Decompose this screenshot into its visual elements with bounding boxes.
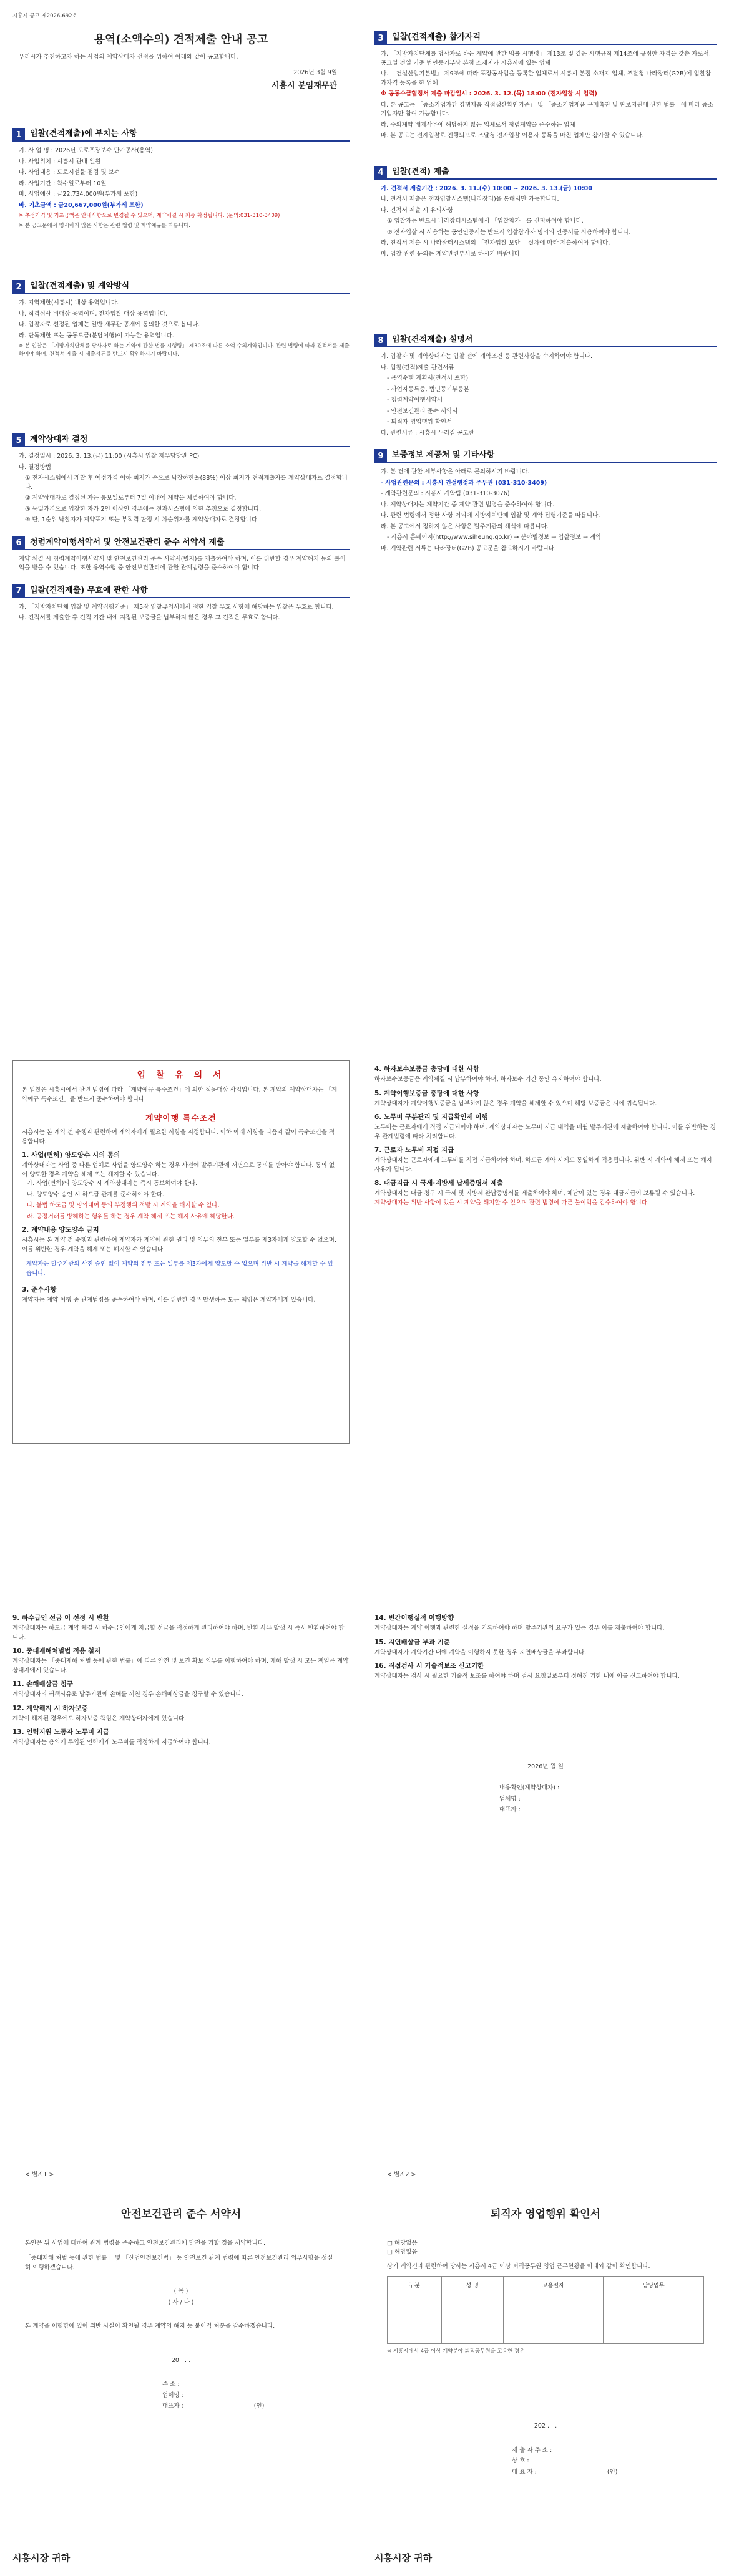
list-item: 나. 입찰(견적)제출 관련서류 xyxy=(381,364,454,371)
section-number: 8 xyxy=(374,334,387,347)
section-5-body xyxy=(12,452,350,525)
table-header-cell: 성 명 xyxy=(441,2277,503,2293)
checkbox-yes[interactable]: □ 해당있음 xyxy=(387,2249,418,2255)
sign-line: 주 소 : xyxy=(162,2381,180,2388)
list-item: 라. 단독제한 또는 공동도급(분담이행)이 가능한 용역입니다. xyxy=(19,332,174,339)
notice-issuer: 시흥시 분임재무관 xyxy=(272,81,337,90)
list-item: ① 전자시스템에서 개찰 후 예정가격 이하 최저가 순으로 낙찰하한율(88%) 이상 최저가 견적제출자를 계약상대자로 결정합니다. xyxy=(25,475,348,491)
table-cell[interactable] xyxy=(604,2310,704,2327)
section-title: 입찰(견적제출) 참가자격 xyxy=(387,31,717,45)
table-cell[interactable] xyxy=(441,2310,503,2327)
note: ※ 본 입찰은 「지방자치단체를 당사자로 하는 계약에 관한 법률 시행령」 제30조에 따른 소액 수의계약입니다. 관련 법령에 따라 견적서를 제출하여야 하며, 견적서 제출 시 제출서류를 반드시 확인하시기 바랍니다. xyxy=(19,343,350,357)
clause-heading: 16. 직접검사 시 기술적보조 신고기한 xyxy=(374,1662,484,1670)
sig-line: ( 목 ) xyxy=(174,2288,188,2295)
sign-line: 대표자 : xyxy=(499,1806,521,1813)
clause-text: 계약상대자가 계약이행보증금을 납부하지 않은 경우 계약을 해제할 수 있으며 해당 보증금은 시에 귀속됩니다. xyxy=(374,1100,657,1107)
list-item: - 시흥시 홈페이지(http://www.siheung.go.kr) → 분야별정보 → 입찰정보 → 계약 xyxy=(387,534,602,541)
page3-left xyxy=(12,1609,350,1959)
list-item: 가. 결정일시 : 2026. 3. 13.(금) 11:00 (시흥시 입찰 재무담당관 PC) xyxy=(19,453,200,460)
section-title: 입찰(견적) 제출 xyxy=(387,166,717,180)
form-footer: 시흥시장 귀하 xyxy=(12,2552,71,2564)
clause-heading: 15. 지연배상금 부과 기준 xyxy=(374,1638,450,1646)
clause-heading: 9. 하수급인 선금 이 선정 시 반환 xyxy=(12,1614,109,1622)
section-number: 2 xyxy=(12,280,25,294)
page2-right xyxy=(374,1060,717,1444)
page3-right xyxy=(374,1609,717,1959)
list-item: 다. 입찰자로 선정된 업체는 일반 재무관 공개에 동의한 것으로 봅니다. xyxy=(19,321,200,328)
sign-label: 대표자 : xyxy=(162,2403,183,2409)
section-9-body xyxy=(374,468,717,553)
section-9-header xyxy=(374,449,717,463)
form-tag: < 별지2 > xyxy=(387,2171,416,2178)
sig-line: ( 사 / 나 ) xyxy=(168,2298,194,2306)
form-footer: 시흥시장 귀하 xyxy=(374,2552,433,2564)
clause-text: 계약상대자는 계약 이행과 관련한 실적을 기록하여야 하며 발주기관의 요구가 있는 경우 이를 제출하여야 합니다. xyxy=(374,1625,665,1632)
clause-text: 계약상대자는 근로자에게 노무비를 직접 지급하여야 하며, 하도급 계약 시에도 동일하게 적용됩니다. 위반 시 계약의 해제 또는 해지 사유가 됩니다. xyxy=(374,1157,712,1173)
list-item: - 사업자등록증, 법인등기부등본 xyxy=(387,385,469,393)
section-3-header xyxy=(374,31,717,45)
sign-line xyxy=(512,2468,717,2477)
list-item: 다. 불법 하도급 및 명의대여 등의 부정행위 적발 시 계약을 해지할 수 있다. xyxy=(27,1202,220,1209)
clause-box: 계약자는 발주기관의 사전 승인 없이 계약의 전부 또는 일부를 제3자에게 양도할 수 없으며 위반 시 계약을 해제할 수 있습니다. xyxy=(22,1257,340,1281)
note: ※ 추정가격 및 기초금액은 안내사항으로 변경될 수 있으며, 계약체결 시 최종 확정됩니다. (문의:031-310-3409) xyxy=(19,213,280,219)
list-item: 나. 사업위치 : 시흥시 관내 일원 xyxy=(19,158,101,165)
form-title: 안전보건관리 준수 서약서 xyxy=(120,2207,242,2220)
page1-left xyxy=(12,6,350,661)
form-date: 202 . . . xyxy=(534,2423,557,2429)
sign-line: 내용확인(계약상대자) : xyxy=(499,1784,560,1791)
section-number: 1 xyxy=(12,128,25,142)
section-number: 3 xyxy=(374,31,387,45)
page4-left xyxy=(12,2164,350,2570)
table-cell[interactable] xyxy=(441,2327,503,2344)
clause-heading: 13. 인력지원 노동자 노무비 지급 xyxy=(12,1728,109,1736)
list-item: ④ 단, 1순위 낙찰자가 계약포기 또는 부적격 판정 시 차순위자를 계약상대자로 결정합니다. xyxy=(25,516,260,523)
clause-text: 계약상대자는 대금 청구 시 국세 및 지방세 완납증명서를 제출하여야 하며, 체납이 있는 경우 대금지급이 보류될 수 있습니다. xyxy=(374,1190,695,1197)
clause-text: 계약상대자는 검사 시 필요한 기술적 보조를 하여야 하며 검사 요청일로부터 정해진 기한 내에 이를 신고하여야 합니다. xyxy=(374,1673,680,1680)
clause-heading: 1. 사업(면허) 양도양수 시의 동의 xyxy=(22,1151,120,1159)
list-item: 나. 양도양수 승인 시 하도급 관계를 준수하여야 한다. xyxy=(27,1191,164,1198)
table-row xyxy=(388,2310,704,2327)
clause-heading: 14. 빈간이행실적 이행방향 xyxy=(374,1614,454,1622)
form-date: 20 . . . xyxy=(171,2356,191,2364)
section-8-body xyxy=(374,352,717,438)
list-item: 라. 수의계약 배제사유에 해당하지 않는 업체로서 청렴계약을 준수하는 업체 xyxy=(381,121,575,128)
list-item: 마. 본 공고는 전자입찰로 진행되므로 조달청 전자입찰 이용자 등록을 마친 업체만 참가할 수 있습니다. xyxy=(381,132,644,139)
section-title: 입찰(견적제출)에 부치는 사항 xyxy=(25,128,350,142)
clause-text: 계약상대자는 「중대재해 처벌 등에 관한 법률」에 따른 안전 및 보건 확보 의무를 이행하여야 하며, 재해 발생 시 모든 책임은 계약상대자에게 있습니다. xyxy=(12,1658,349,1674)
section-title: 계약상대자 결정 xyxy=(25,433,350,447)
table-row xyxy=(388,2327,704,2344)
section-4-header xyxy=(374,166,717,180)
list-item: 가. 입찰자 및 계약상대자는 입찰 전에 계약조건 등 관련사항을 숙지하여야 합니다. xyxy=(381,353,593,360)
section-6-header xyxy=(12,536,350,550)
seal-mark: (인) xyxy=(607,2468,618,2476)
list-item: 나. 적격심사 비대상 용역이며, 전자입찰 대상 용역입니다. xyxy=(19,310,168,317)
list-item: 가. 사 업 명 : 2026년 도로포장보수 단가공사(용역) xyxy=(19,147,153,154)
section-title: 보증정보 제공처 및 기타사항 xyxy=(387,449,717,463)
list-item: 나. 견적서를 제출한 후 견적 기간 내에 지정된 보증금을 납부하지 않은 경우 그 견적은 무효로 합니다. xyxy=(19,614,280,621)
form-note: ※ 시흥시에서 4급 이상 계약분야 퇴직공무원을 고용한 경우 xyxy=(387,2348,525,2355)
clause-heading: 7. 근로자 노무비 직접 지급 xyxy=(374,1146,454,1154)
list-item: - 계약관련문의 : 시흥시 계약팀 (031-310-3076) xyxy=(381,490,510,497)
list-item: 라. 본 공고에서 정하지 않은 사항은 발주기관의 해석에 따릅니다. xyxy=(381,523,549,530)
table-cell[interactable] xyxy=(441,2293,503,2310)
section-7-body xyxy=(12,603,350,623)
list-item: 가. 「지방자치단체 입찰 및 계약집행기준」 제5장 입찰유의서에서 정한 입찰 무효 사항에 해당하는 입찰은 무효로 합니다. xyxy=(19,603,334,611)
sign-label: 대 표 자 : xyxy=(512,2468,537,2476)
checkbox-none[interactable]: □ 해당없음 xyxy=(387,2239,418,2247)
sign-block xyxy=(499,1784,717,1815)
table-cell[interactable] xyxy=(503,2293,604,2310)
section-7-header xyxy=(12,584,350,598)
clause-text: 계약상대자가 계약기간 내에 계약을 이행하지 못한 경우 지연배상금을 부과합니다. xyxy=(374,1649,587,1656)
clause-heading: 12. 계약해지 시 하자보증 xyxy=(12,1704,88,1712)
table-cell[interactable] xyxy=(388,2327,442,2344)
list-item: 가. 본 건에 관한 세부사항은 아래로 문의하시기 바랍니다. xyxy=(381,468,530,475)
list-item: 라. 공정거래를 방해하는 행위를 하는 경우 계약 해제 또는 해지 사유에 해당한다. xyxy=(27,1213,235,1220)
list-item: 라. 사업기간 : 착수일로부터 10일 xyxy=(19,180,107,187)
red-section-title: 입 찰 유 의 서 xyxy=(137,1070,225,1080)
clause-text: 하자보수보증금은 계약체결 시 납부하여야 하며, 하자보수 기간 동안 유지하여야 합니다. xyxy=(374,1076,602,1083)
sign-line: 상 호 : xyxy=(512,2457,529,2464)
clause-text: 노무비는 근로자에게 직접 지급되어야 하며, 계약상대자는 노무비 지급 내역을 매월 발주기관에 제출하여야 합니다. 이를 위반하는 경우 관계법령에 따라 처리합니다. xyxy=(374,1124,716,1140)
sign-line: 업체명 : xyxy=(499,1795,521,1803)
section-title: 청렴계약이행서약서 및 안전보건관리 준수 서약서 제출 xyxy=(25,536,350,550)
list-item: ② 계약상대자로 결정된 자는 통보일로부터 7일 이내에 계약을 체결하여야 합니다. xyxy=(25,495,237,501)
section-title: 입찰(견적제출) 설명서 xyxy=(387,334,717,347)
list-item: ① 입찰자는 반드시 나라장터시스템에서 「입찰참가」를 신청하여야 합니다. xyxy=(387,218,584,225)
clause-text: 계약상대자는 용역에 투입된 인력에게 노무비를 적정하게 지급하여야 합니다. xyxy=(12,1739,211,1746)
list-item: 라. 견적서 제출 시 나라장터시스템의 「전자입찰 보안」 절차에 따라 제출하여야 합니다. xyxy=(381,240,610,246)
list-item: 가. 사업(면허)의 양도양수 시 계약상대자는 즉시 통보하여야 한다. xyxy=(27,1180,198,1187)
table-row xyxy=(388,2293,704,2310)
list-item: ② 전자입찰 시 사용하는 공인인증서는 반드시 입찰참가자 명의의 인증서를 사용하여야 합니다. xyxy=(387,228,631,236)
section-6-body: 계약 체결 시 청렴계약이행서약서 및 안전보건관리 준수 서약서(별지)를 제출하여야 하며, 이를 위반할 경우 계약해지 등의 불이익을 받을 수 있습니다. 또한 용역수행 중 안전보건관리에 관한 관계법령을 준수하여야 합니다. xyxy=(19,555,346,571)
seal-mark: (인) xyxy=(253,2403,265,2409)
clause-heading: 8. 대금지급 시 국세·지방세 납세증명서 제출 xyxy=(374,1179,503,1187)
section-title: 입찰(견적제출) 무효에 관한 사항 xyxy=(25,584,350,598)
section-4-body xyxy=(374,185,717,259)
clause-list xyxy=(22,1179,340,1221)
section-title: 입찰(견적제출) 및 계약방식 xyxy=(25,280,350,294)
sign-date: 2026년 월 일 xyxy=(527,1763,564,1770)
sign-line: 업체명 : xyxy=(162,2391,183,2399)
notice-intro: 우리시가 추진하고자 하는 사업의 계약상대자 선정을 위하여 아래와 같이 공고합니다. xyxy=(19,54,238,61)
clause-text: 계약상대자의 귀책사유로 발주기관에 손해를 끼친 경우 손해배상금을 청구할 수 있습니다. xyxy=(12,1691,243,1698)
clause-text: 계약상대자는 위반 사항이 있을 시 계약을 해지할 수 있으며 관련 법령에 따른 불이익을 감수하여야 합니다. xyxy=(374,1199,649,1206)
list-item: ※ 공동수급협정서 제출 마감일시 : 2026. 3. 12.(목) 18:00 (전자입찰 시 입력) xyxy=(381,90,597,97)
section-number: 6 xyxy=(12,536,25,550)
list-item: 마. 사업예산 : 금22,734,000원(부가세 포함) xyxy=(19,191,138,198)
section-3-body xyxy=(374,50,717,141)
form-body: 상기 계약건과 관련하여 당사는 시흥시 4급 이상 퇴직공무원 영업 근무현황을 아래와 같이 확인합니다. xyxy=(387,2262,650,2270)
table-cell[interactable] xyxy=(604,2293,704,2310)
list-item: - 청렴계약이행서약서 xyxy=(387,397,443,404)
sign-line xyxy=(162,2402,350,2411)
list-item: 마. 입찰 관련 문의는 계약관련부서로 하시기 바랍니다. xyxy=(381,250,522,258)
note: ※ 본 공고문에서 명시하지 않은 사항은 관련 법령 및 계약예규를 따릅니다. xyxy=(19,223,190,229)
list-item: 가. 「지방자치단체를 당사자로 하는 계약에 관한 법률 시행령」 제13조 및 같은 시행규칙 제14조에 규정한 자격을 갖춘 자로서, 공고일 전일 기준 법인등기부상 본점 소재지가 시흥시에 있는 업체 xyxy=(381,51,711,67)
table-header-cell: 고용일자 xyxy=(503,2277,604,2293)
list-item: - 사업관련문의 : 시흥시 건설행정과 주무관 (031-310-3409) xyxy=(381,479,547,487)
list-item: 나. 견적서 제출은 전자입찰시스템(나라장터)을 통해서만 가능합니다. xyxy=(381,196,559,203)
section-number: 9 xyxy=(374,449,387,463)
form-title: 퇴직자 영업행위 확인서 xyxy=(490,2207,601,2220)
clause-text: 계약상대자는 사업 중 다른 업체로 사업을 양도양수 하는 경우 사전에 발주기관에 서면으로 동의를 받아야 합니다. 동의 없이 양도한 경우 계약을 해제 또는 해지할 수 있습니다. xyxy=(22,1162,335,1178)
red-subtitle: 계약이행 특수조건 xyxy=(145,1114,217,1123)
list-item: 나. 결정방법 xyxy=(19,463,51,471)
section-8-header xyxy=(374,334,717,347)
section-1-body xyxy=(12,147,350,230)
notice-number: 시흥시 공고 제2026-692호 xyxy=(12,13,77,19)
table-cell[interactable] xyxy=(503,2327,604,2344)
list-item: ③ 동일가격으로 입찰한 자가 2인 이상인 경우에는 전자시스템에 의한 추첨으로 결정합니다. xyxy=(25,505,262,513)
clause-heading: 3. 준수사항 xyxy=(22,1286,57,1294)
clause-heading: 6. 노무비 구분관리 및 지급확인제 이행 xyxy=(374,1113,488,1121)
table-cell[interactable] xyxy=(388,2293,442,2310)
clause-heading: 10. 중대재해처벌법 적용 철저 xyxy=(12,1647,101,1655)
clause-heading: 4. 하자보수보증금 충당에 대한 사항 xyxy=(374,1065,479,1073)
notice-title: 용역(소액수의) 견적제출 안내 공고 xyxy=(94,33,268,46)
clause-text: 계약이 해지된 경우에도 하자보증 책임은 계약상대자에게 있습니다. xyxy=(12,1715,187,1722)
form-body: 「중대재해 처벌 등에 관한 법률」 및 「산업안전보건법」 등 안전보건 관계 법령에 따른 안전보건관리 의무사항을 성실히 이행하겠습니다. xyxy=(25,2255,333,2271)
form-sign xyxy=(512,2446,717,2477)
list-item: - 안전보건관리 준수 서약서 xyxy=(387,407,458,415)
list-item: - 퇴직자 영업행위 확인서 xyxy=(387,419,453,425)
section-number: 5 xyxy=(12,433,25,447)
section-number: 4 xyxy=(374,166,387,180)
table-header-cell: 담당업무 xyxy=(604,2277,704,2293)
p2-c-intro: 시흥시는 본 계약 전 수행과 관련하여 계약자에게 필요한 사항을 지정합니다. 이하 아래 사항을 다음과 같이 특수조건을 적용합니다. xyxy=(22,1129,335,1145)
list-item: 다. 관련 법령에서 정한 사항 이외에 지방자치단체 입찰 및 계약 집행기준을 따릅니다. xyxy=(381,512,600,519)
clause-text: 시흥시는 본 계약 전 수행과 관련하여 계약자가 계약에 관한 권리 및 의무의 전부 또는 일부를 제3자에게 양도할 수 없으며, 이를 위반한 경우 계약을 해제 또는 해지할 수 있습니다. xyxy=(22,1237,336,1253)
form-body: 본 계약을 이행함에 있어 위반 사실이 확인될 경우 계약의 해지 등 불이익 처분을 감수하겠습니다. xyxy=(25,2323,275,2330)
clause-text: 계약상대자는 하도급 계약 체결 시 하수급인에게 지급할 선금을 적정하게 관리하여야 하며, 반환 사유 발생 시 즉시 반환하여야 합니다. xyxy=(12,1625,345,1641)
list-item: 바. 기초금액 : 금20,667,000원(부가세 포함) xyxy=(19,201,144,209)
list-item: 다. 관련서류 : 시흥시 누리집 공고란 xyxy=(381,429,474,437)
list-item: 나. 계약상대자는 계약기간 중 계약 관련 법령을 준수하여야 합니다. xyxy=(381,501,554,508)
list-item: 나. 「건설산업기본법」 제9조에 따라 포장공사업을 등록한 업체로서 시흥시 본점 소재지 업체, 조달청 나라장터(G2B)에 입찰참가자격 등록을 한 업체 xyxy=(381,70,711,87)
clause-heading: 2. 계약내용 양도양수 금지 xyxy=(22,1226,99,1234)
notice-date: 2026년 3월 9일 xyxy=(293,69,337,76)
page4-right xyxy=(374,2164,717,2570)
list-item: - 용역수행 계획서(견적서 포함) xyxy=(387,375,469,382)
clause-heading: 11. 손해배상금 청구 xyxy=(12,1680,73,1688)
form-body: 본인은 위 사업에 대하여 관계 법령을 준수하고 안전보건관리에 만전을 기할 것을 서약합니다. xyxy=(25,2239,265,2247)
list-item: 가. 지역제한(시흥시) 내상 용역입니다. xyxy=(19,299,119,306)
sign-line: 제 출 자 주 소 : xyxy=(512,2446,552,2454)
section-number: 7 xyxy=(12,584,25,598)
section-2-body xyxy=(12,299,350,359)
clause-text: 계약자는 계약 이행 중 관계법령을 준수하여야 하며, 이를 위반한 경우 발생하는 모든 책임은 계약자에게 있습니다. xyxy=(22,1297,316,1304)
table-cell[interactable] xyxy=(604,2327,704,2344)
clause-heading: 5. 계약이행보증금 충당에 대한 사항 xyxy=(374,1089,479,1097)
section-1-header xyxy=(12,128,350,142)
list-item: 가. 견적서 제출기간 : 2026. 3. 11.(수) 10:00 ~ 2026. 3. 13.(금) 10:00 xyxy=(381,185,592,192)
retiree-table xyxy=(387,2276,704,2344)
table-header-cell: 구분 xyxy=(388,2277,442,2293)
section-5-header xyxy=(12,433,350,447)
table-cell[interactable] xyxy=(503,2310,604,2327)
page2-left xyxy=(12,1060,350,1444)
list-item: 다. 견적서 제출 시 유의사항 xyxy=(381,206,454,214)
list-item: 마. 계약관련 서류는 나라장터(G2B) 공고문을 참고하시기 바랍니다. xyxy=(381,545,556,552)
form-tag: < 별지1 > xyxy=(25,2171,54,2178)
table-cell[interactable] xyxy=(388,2310,442,2327)
section-2-header xyxy=(12,280,350,294)
form-sign xyxy=(162,2380,350,2411)
list-item: 다. 본 공고는 「중소기업자간 경쟁제품 직접생산확인기준」 및 「중소기업제품 구매촉진 및 판로지원에 관한 법률」에 따라 중소기업자만 참여 가능합니다. xyxy=(381,101,713,117)
page1-right xyxy=(374,6,717,661)
table-header-row xyxy=(388,2277,704,2293)
form-sig xyxy=(12,2287,350,2307)
list-item: 다. 사업내용 : 도로시설물 점검 및 보수 xyxy=(19,169,120,176)
p2-intro: 본 입찰은 시흥시에서 관련 법령에 따라 「계약예규 특수조건」에 의한 적용대상 사업입니다. 본 계약의 계약상대자는 「계약예규 특수조건」을 반드시 준수하여야 합니다. xyxy=(22,1087,338,1103)
